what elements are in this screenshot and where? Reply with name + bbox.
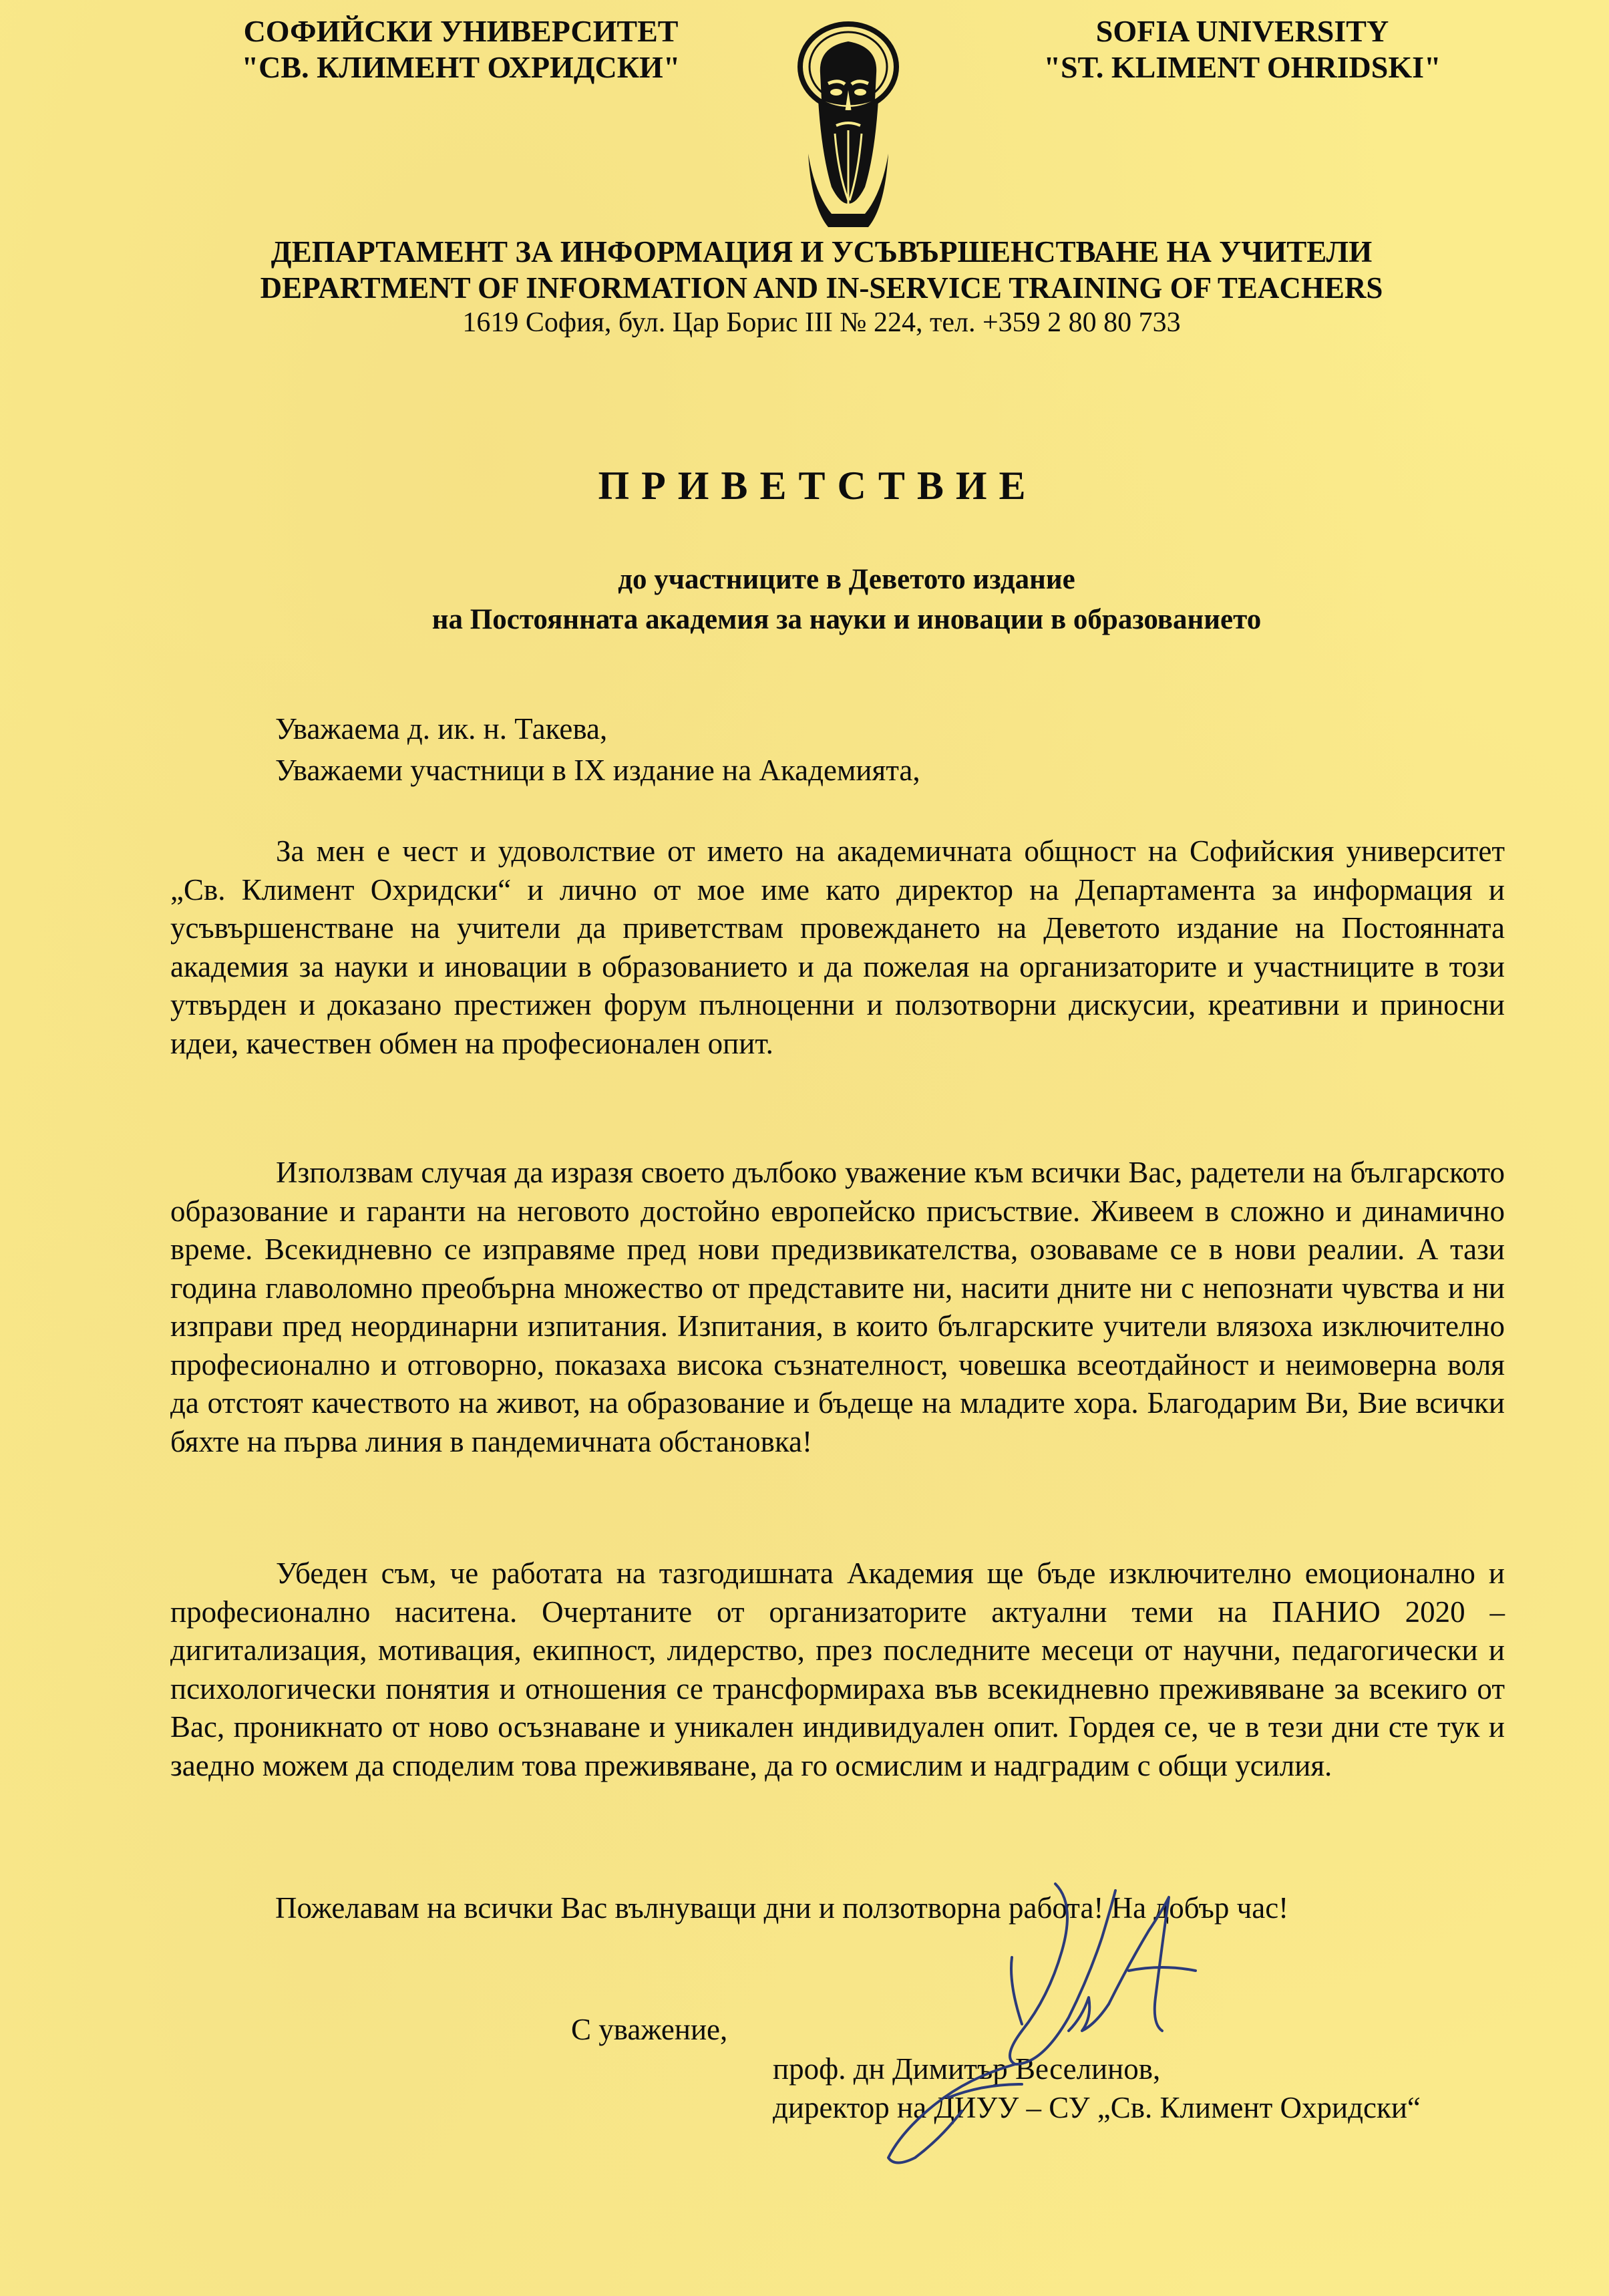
document-title: ПРИВЕТСТВИЕ	[598, 464, 1038, 508]
department-address: 1619 София, бул. Цар Борис III № 224, тел. +359 2 80 80 733	[462, 307, 1181, 338]
department-header	[200, 234, 1443, 339]
department-name-en: DEPARTMENT OF INFORMATION AND IN-SERVICE TRAINING OF TEACHERS	[260, 271, 1383, 305]
salutation-line1: Уважаема д. ик. н. Такева,	[275, 712, 608, 746]
university-name-bg	[200, 13, 721, 86]
salutation-line2: Уважаеми участници в IX издание на Академията,	[275, 754, 920, 787]
university-seal-icon	[781, 20, 915, 234]
signer-position: директор на ДИУУ – СУ „Св. Климент Охридски“	[773, 2091, 1421, 2124]
salutation	[275, 708, 920, 791]
regards: С уважение,	[571, 2013, 728, 2046]
subtitle-line1: до участниците в Деветото издание	[618, 564, 1075, 595]
subtitle-line2: на Постоянната академия за науки и иновации в образованието	[431, 604, 1262, 635]
closing-wish: Пожелавам на всички Вас вълнуващи дни и ползотворна работа! На добър час!	[275, 1891, 1289, 1925]
university-name-en-line1: SOFIA UNIVERSITY	[1095, 14, 1389, 48]
university-name-bg-line2: "СВ. КЛИМЕНТ ОХРИДСКИ"	[241, 50, 681, 84]
document-subtitle	[200, 560, 1493, 640]
body-paragraph-3: Убеден съм, че работата на тазгодишната Академия ще бъде изключително емоционално и професионално наситена. Очертаните от организаторите актуални теми на ПАНИО 2020 – дигитализация, мотивация, екипност, лидерство, през последните месеци от научни, педагогически и психологически понятия и отношения се трансформираха във всекидневно преживяване за всекиго от Вас, проникнато от ново осъзнаване и уникален индивидуален опит. Гордея се, че в тези дни сте тук и заедно можем да споделим това преживяване, да го осмислим и надградим с общи усилия.	[170, 1556, 1505, 1782]
university-name-en-line2: "ST. KLIMENT OHRIDSKI"	[1043, 50, 1441, 84]
signer-name: проф. дн Димитър Веселинов,	[773, 2052, 1161, 2086]
body-paragraph-1: За мен е чест и удоволствие от името на академичната общност на Софийския университет „Св. Климент Охридски“ и лично от мое име като директор на Департамента за информация и усъвършенстване на учители да приветствам провеждането на Деветото издание на Постоянната академия за науки и иновации в образованието и да пожелая на организаторите и участниците в този утвърден и доказано престижен форум пълноценни и ползотворни дискусии, креативни и приносни идеи, качествен обмен на професионален опит.	[170, 834, 1505, 1060]
department-name-bg: ДЕПАРТАМЕНТ ЗА ИНФОРМАЦИЯ И УСЪВЪРШЕНСТВАНЕ НА УЧИТЕЛИ	[271, 235, 1373, 269]
body-paragraph-2: Използвам случая да изразя своето дълбоко уважение към всички Вас, радетели на българското образование и гаранти на неговото достойно европейско присъствие. Живеем в сложно и динамично време. Всекидневно се изправяме пред нови предизвикателства, озоваваме се в нови реалии. А тази година главоломно преобърна множество от представите ни, насити дните ни с непознати чувства и ни изправи пред неординарни изпитания. Изпитания, в които българските учители влязоха изключително професионално и отговорно, показаха висока съзнателност, човешка всеотдайност и неимоверна воля да отстоят качеството на живот, на образование и бъдеще на младите хора. Благодарим Ви, Вие всички бяхте на първа линия в пандемичната обстановка!	[170, 1156, 1505, 1458]
university-name-en	[975, 13, 1509, 86]
university-name-bg-line1: СОФИЙСКИ УНИВЕРСИТЕТ	[243, 14, 679, 48]
handwritten-signature-icon	[848, 1864, 1276, 2178]
